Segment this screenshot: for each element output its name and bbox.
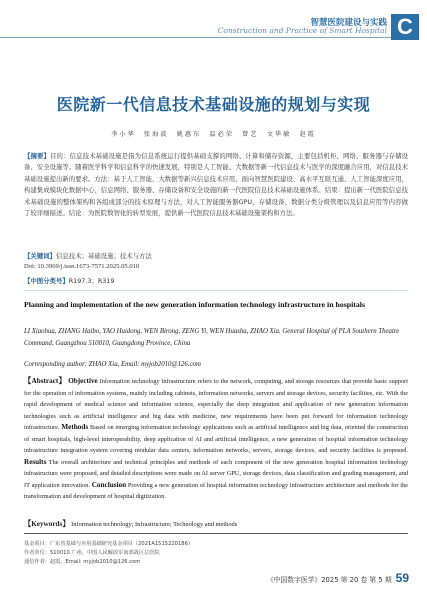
article-title-en: Planning and implementation of the new generation information technology infrastructure in hospitals bbox=[24, 300, 365, 309]
doi: Doi: 10.3969/j.issn.1673-7571.2025.05.010 bbox=[24, 263, 140, 270]
keywords-cn bbox=[24, 251, 152, 260]
results-label: Results bbox=[24, 457, 47, 466]
keywords-en-text: Information technology; Infrastructure; Technology and methods bbox=[71, 521, 238, 528]
classification-number bbox=[24, 276, 115, 285]
methods-text: Based on emerging information technology applications such as artificial intelligence and big data, oriented the construction of smart hospitals, high-level interoperability, deep application of AI and artificial intelligence, a new generation of hospital information technology infrastructure integration system covering modular data centers, information networks, servers, storage devices, and security facilities is proposed. bbox=[24, 424, 408, 454]
authors-cn: 李小华 张海波 姚惠东 温必荣 曾艺 文华敏 赵霞 bbox=[111, 131, 316, 138]
keywords-en bbox=[24, 519, 408, 529]
affiliation-note: 作者单位：510010 广州，中国人民解放军南部战区总医院 bbox=[24, 550, 160, 557]
abstract-en bbox=[24, 376, 408, 503]
keywords-en-label: 【Keywords】 bbox=[24, 520, 70, 528]
classification-text: R197.3；R319 bbox=[68, 277, 115, 285]
journal-issue: 《中国数字医学》2025 第 20 卷 第 5 期 bbox=[266, 576, 392, 584]
abstract-cn bbox=[24, 151, 408, 219]
objective-text: Information technology infrastructure refers to the network, computing, and storage resources that provide basic support for the operation of information systems, mainly including cabinets, information networks, servers and storage devices, security facilities, etc. With the rapid development of medical science and information science, especially the deep integration and application of new generation information technologies such as artificial intelligence and big data with medicine, new requirements have been put forward for information technology infrastructure. bbox=[24, 378, 409, 431]
page-footer bbox=[267, 571, 409, 585]
keywords-cn-text: 信息技术；基础设施；技术与方法 bbox=[55, 252, 152, 260]
authors-affiliation-en: LI Xiaohua, ZHANG Haibo, YAO Huidong, WEN Birong, ZENG Yi, WEN Huasha, ZHAO Xia. General Hospital of PLA Southern Theatre Command, Guangzhou 510010, Guangdong Province, China bbox=[24, 328, 400, 347]
keywords-cn-label: 【关键词】 bbox=[24, 252, 56, 260]
section-title-en: Construction and Practice of Smart Hospital bbox=[217, 26, 387, 35]
section-title-cn: 智慧医院建设与实践 bbox=[310, 18, 387, 28]
abstract-cn-label: 【摘要】 bbox=[24, 152, 51, 160]
objective-label: Objective bbox=[68, 377, 98, 385]
conclusion-label: Conclusion bbox=[91, 480, 127, 489]
abstract-cn-text: 目的：信息技术基础设施是指为信息系统运行提供基础支撑的网络、计算和储存资源，主要包括机柜、网络、服务器与存储设备、安全设施等。随着医学科学和信息科学的快速发展，特别是人工智能、大数据等新一代信息技术与医学的深度融合应用，对信息技术基础设施提出新的要求。方法：基于人工智能、大数据等新兴信息技术应用，面向智慧医院建设、高水平互联互通、人工智能深度应用，构建集成模块化数据中心、信息网络、服务器、存储设备和安全设施的新一代医院信息技术基础设施体系。结果：提出新一代医院信息技术基础设施的整体架构和各组成部分的技术原理与方法，对人工智能服务器GPU、存储设备、数据分类分级管理以及信息应用等内容做了较详细描述。结论：为医院数智化的转型发展，提供新一代医院信息技术基础设施架构和方法。 bbox=[24, 152, 409, 218]
footnote bbox=[24, 540, 408, 568]
results-text: The overall architecture and technical principles and methods of each component of the new generation hospital information technology infrastructure were proposed, and detailed descriptions were made on AI server GPU, storage devices, data classification and grading management, and IT application innovation. bbox=[24, 458, 408, 489]
section-divider bbox=[24, 290, 408, 291]
abstract-en-label: 【Abstract】 bbox=[24, 377, 67, 385]
fund-note: 基金项目：广东省基础与应用基础研究基金项目（2021A1515220186） bbox=[24, 541, 194, 547]
classification-label: 【中图分类号】 bbox=[24, 277, 69, 285]
section-logo-icon: C bbox=[391, 14, 419, 40]
contact-note: 通信作者：赵霞，Email: myjob2010@126.com bbox=[24, 559, 141, 566]
footnote-rule bbox=[24, 533, 408, 534]
article-title-cn: 医院新一代信息技术基础设施的规划与实现 bbox=[56, 95, 371, 114]
methods-label: Methods bbox=[61, 423, 89, 431]
page-number: 59 bbox=[395, 571, 409, 585]
conclusion-text: Providing a new generation of hospital information technology infrastructure architecture and methods for the transformation and development of hospital digitization. bbox=[24, 481, 409, 500]
header-rule bbox=[0, 37, 392, 38]
corresponding-author: Corresponding author: ZHAO Xia, Email: myjob2010@126.com bbox=[24, 361, 201, 368]
